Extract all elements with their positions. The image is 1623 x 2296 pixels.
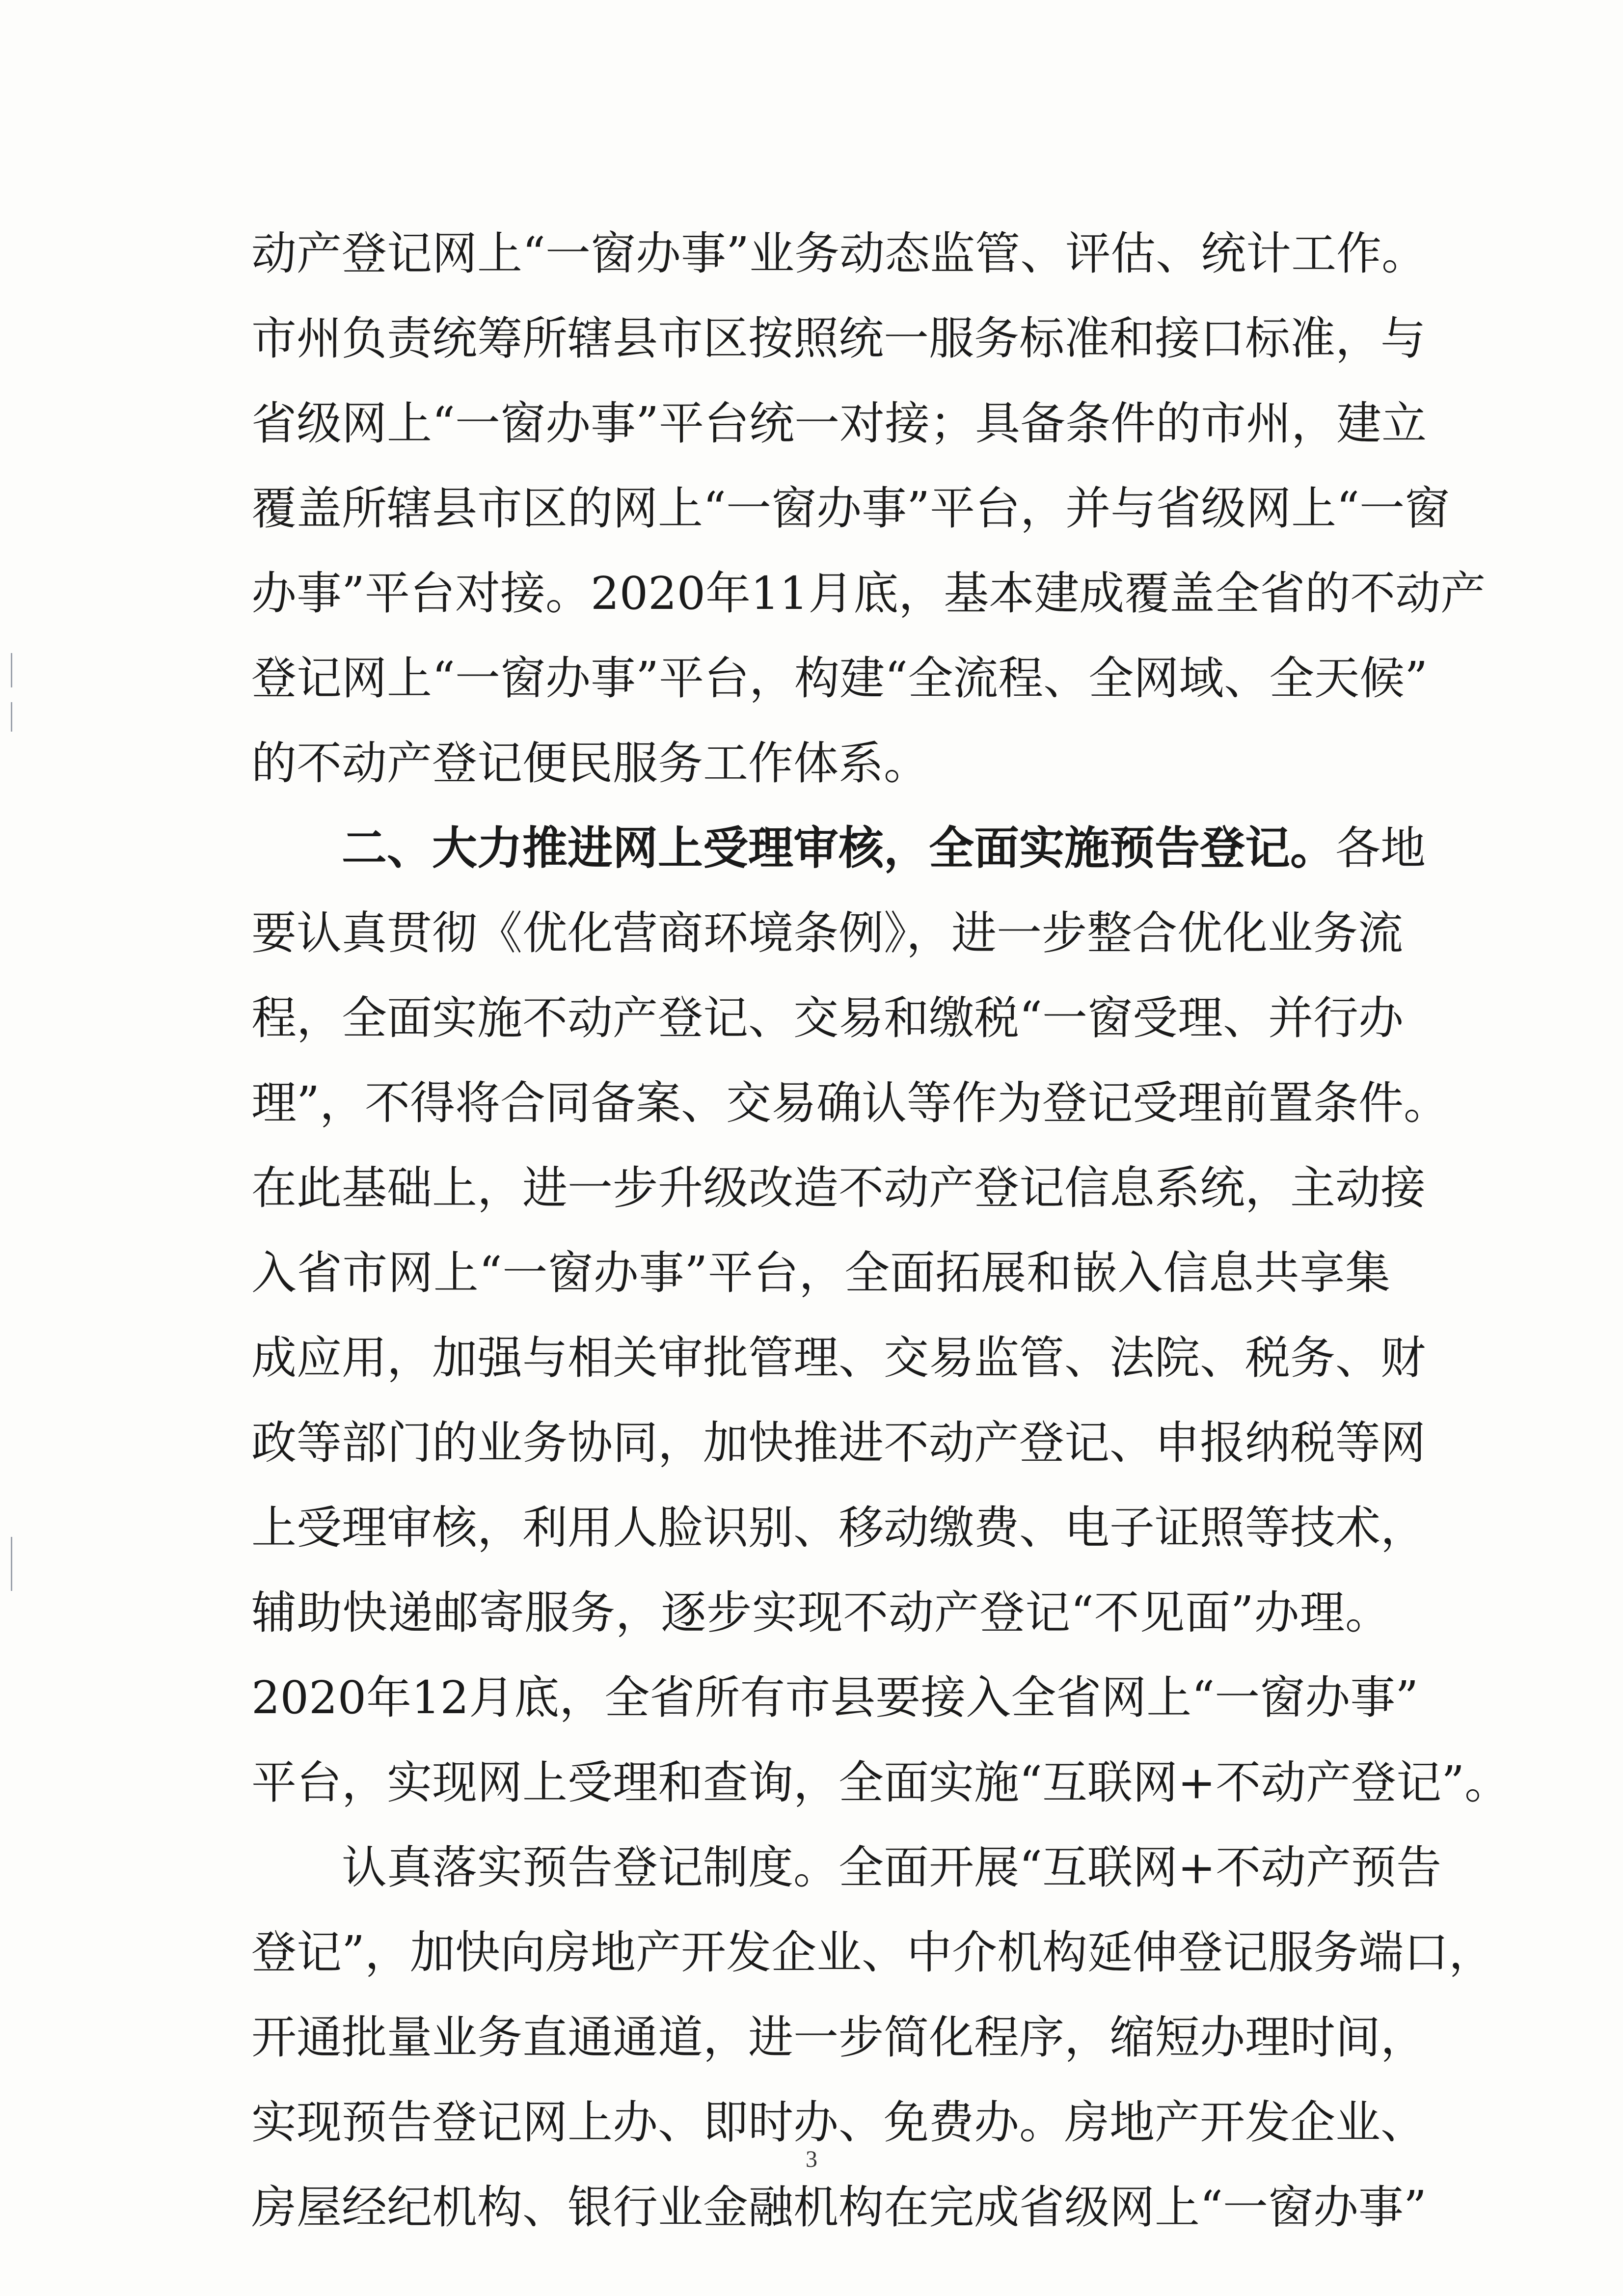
text-line: 程，全面实施不动产登记、交易和缴税“一窗受理、并行办 bbox=[251, 992, 1404, 1044]
text-line: 覆盖所辖县市区的网上“一窗办事”平台，并与省级网上“一窗 bbox=[251, 482, 1450, 535]
binding-mark-bottom bbox=[11, 1537, 12, 1591]
text-line: 动产登记网上“一窗办事”业务动态监管、评估、统计工作。 bbox=[251, 227, 1427, 280]
text-line: 市州负责统筹所辖县市区按照统一服务标准和接口标准，与 bbox=[251, 312, 1426, 365]
binding-mark-top bbox=[11, 653, 12, 687]
text-line: 登记”，加快向房地产开发企业、中介机构延伸登记服务端口， bbox=[251, 1926, 1494, 1979]
section-heading-line bbox=[251, 806, 1426, 891]
text-line: 登记网上“一窗办事”平台，构建“全流程、全网域、全天候” bbox=[251, 652, 1428, 705]
text-line: 开通批量业务直通通道，进一步简化程序，缩短办理时间， bbox=[251, 2011, 1426, 2064]
text-line: 房屋经纪机构、银行业金融机构在完成省级网上“一窗办事” bbox=[251, 2181, 1427, 2234]
text-line: 入省市网上“一窗办事”平台，全面拓展和嵌入信息共享集 bbox=[251, 1247, 1390, 1299]
text-line: 上受理审核，利用人脸识别、移动缴费、电子证照等技术， bbox=[251, 1502, 1426, 1554]
page-number: 3 bbox=[806, 2146, 817, 2172]
text-line: 实现预告登记网上办、即时办、免费办。房地产开发企业、 bbox=[251, 2096, 1426, 2149]
text-line: 理”，不得将合同备案、交易确认等作为登记受理前置条件。 bbox=[251, 1077, 1449, 1129]
text-line: 省级网上“一窗办事”平台统一对接；具备条件的市州，建立 bbox=[251, 397, 1427, 450]
text-line: 要认真贯彻《优化营商环境条例》，进一步整合优化业务流 bbox=[251, 907, 1404, 959]
text-line: 辅助快递邮寄服务，逐步实现不动产登记“不见面”办理。 bbox=[251, 1586, 1390, 1639]
text-line: 2020年12月底，全省所有市县要接入全省网上“一窗办事” bbox=[251, 1671, 1419, 1724]
text-line: 在此基础上，进一步升级改造不动产登记信息系统，主动接 bbox=[251, 1162, 1426, 1214]
text-line: 政等部门的业务协同，加快推进不动产登记、申报纳税等网 bbox=[251, 1417, 1426, 1469]
text-line: 平台，实现网上受理和查询，全面实施“互联网+不动产登记”。 bbox=[251, 1756, 1510, 1809]
text-line: 办事”平台对接。2020年11月底，基本建成覆盖全省的不动产 bbox=[251, 567, 1486, 620]
binding-mark-mid bbox=[11, 702, 12, 732]
text-line: 成应用，加强与相关审批管理、交易监管、法院、税务、财 bbox=[251, 1332, 1426, 1384]
section-heading: 二、大力推进网上受理审核，全面实施预告登记。 bbox=[342, 822, 1336, 875]
section-heading-tail: 各地 bbox=[1335, 822, 1426, 875]
text-line: 认真落实预告登记制度。全面开展“互联网+不动产预告 bbox=[342, 1841, 1442, 1894]
body-text bbox=[251, 211, 1510, 2250]
text-line: 的不动产登记便民服务工作体系。 bbox=[251, 737, 929, 790]
